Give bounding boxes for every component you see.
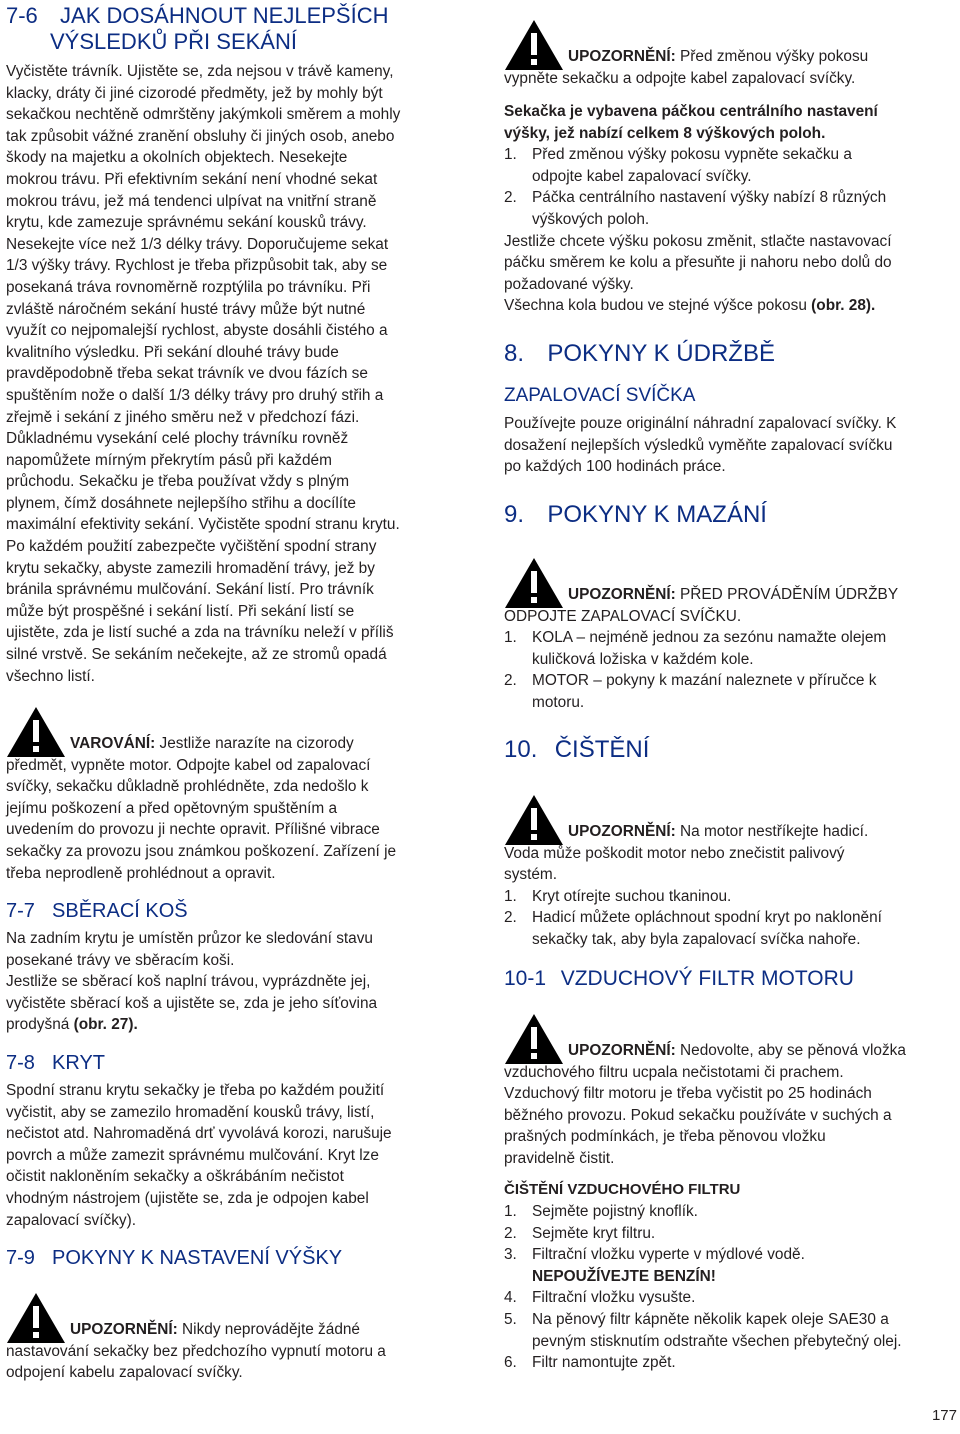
warning-label: VAROVÁNÍ: bbox=[70, 735, 156, 752]
section-10 bbox=[504, 736, 956, 764]
warning-text bbox=[6, 755, 468, 885]
warning-triangle-icon bbox=[6, 706, 66, 758]
height-text bbox=[504, 231, 956, 296]
body-line: může být prospěšné i sekání listí. Při sekání listí se bbox=[6, 602, 355, 620]
list-item-number: 1. bbox=[504, 629, 517, 647]
body-line: nastavování sekačky bez předchozího vypnutí motoru a bbox=[6, 1342, 386, 1360]
section-title: KRYT bbox=[52, 1052, 106, 1074]
body-line: dosažení nejlepších výsledků vyměňte zapalovací svíčku bbox=[504, 436, 893, 454]
section-number: 10. bbox=[504, 736, 538, 763]
list-item-number: 5. bbox=[504, 1310, 517, 1328]
body-line: sekačky za provozu jsou známkou poškození. Zařízení je bbox=[6, 842, 397, 860]
warning-block-upozorneni bbox=[504, 19, 956, 89]
warning-triangle-icon bbox=[504, 19, 564, 71]
body-line: krytu, kde zamezuje správnému sekání kousků trávy. bbox=[6, 214, 367, 232]
list-item-text: Hadicí můžete opláchnout spodní kryt po naklonění bbox=[532, 909, 882, 927]
body-line: uvedením do provozu ji nechte opravit. Přílišné vibrace bbox=[6, 821, 380, 839]
list-item bbox=[504, 1201, 956, 1223]
section-7-9 bbox=[6, 1246, 468, 1270]
warning-first-line: PŘED PROVÁDĚNÍM ÚDRŽBY bbox=[680, 586, 899, 603]
list-item-text: sekačky tak, aby byla zapalovací svíčka nahoře. bbox=[532, 930, 861, 948]
body-line: 1/3 výšky trávy. Rychlost je třeba přizpůsobit tak, aby se bbox=[6, 257, 388, 275]
warning-first-line: Před změnou výšky pokosu bbox=[680, 48, 869, 65]
body-line: posekaná tráva rovnoměrně rozptýlila po trávníku. Při bbox=[6, 278, 371, 296]
section-number: 7-8 bbox=[6, 1052, 35, 1074]
section-title: POKYNY K ÚDRŽBĚ bbox=[547, 340, 775, 367]
list-item-warning: NEPOUŽÍVEJTE BENZÍN! bbox=[532, 1267, 716, 1285]
list-item-text: Páčka centrálního nastavení výšky nabízí 8 různých bbox=[532, 189, 887, 207]
body-line: třeba neprodleně prohlédnout a opravit. bbox=[6, 864, 276, 882]
subsection-title: ČIŠTĚNÍ VZDUCHOVÉHO FILTRU bbox=[504, 1181, 741, 1198]
section-7-7 bbox=[6, 899, 468, 1036]
filter-steps-list bbox=[504, 1201, 956, 1374]
list-item bbox=[504, 1223, 956, 1245]
body-line: plynem, čímž dosáhnete nejlepšího střihu a docílíte bbox=[6, 494, 356, 512]
list-item-text: kuličková ložiska v každém kole. bbox=[532, 650, 754, 668]
warning-first-line: Na motor nestříkejte hadicí. bbox=[680, 823, 869, 840]
body-line: systém. bbox=[504, 866, 558, 884]
list-item-text: Filtrační vložku vyperte v mýdlové vodě. bbox=[532, 1246, 805, 1264]
section-title: ČIŠTĚNÍ bbox=[554, 736, 650, 763]
air-filter-cleaning bbox=[504, 1180, 956, 1374]
body-line: využít co nejpomalejší rychlost, abyste dosáhli čistého a bbox=[6, 322, 388, 340]
body-line: bránila správnému mulčování. Sekání listí. Pro trávník bbox=[6, 581, 374, 599]
list-item-text: odpojte kabel zapalovací svíčky. bbox=[532, 167, 752, 185]
list-item bbox=[504, 144, 956, 187]
body-line: krytu sekačky, abyste zamezili hromadění trávy, jež by bbox=[6, 559, 375, 577]
body-line: klacky, dráty či jiné cizorodé předměty, jež by mohly být bbox=[6, 84, 383, 102]
body-line: pravidelně čistit. bbox=[504, 1149, 615, 1167]
body-line: požadované výšky. bbox=[504, 275, 634, 293]
list-item bbox=[504, 187, 956, 230]
body-line: napomůžete mírným překrytím pásů při každém bbox=[6, 451, 332, 469]
section-number: 7-7 bbox=[6, 900, 35, 922]
warning-text bbox=[504, 843, 956, 886]
body-line: vzduchového filtru ucpala nečistotami či prachem. bbox=[504, 1063, 844, 1081]
body-line: nečistot atd. Nahromaděná drť vyvolává korozi, narušuje bbox=[6, 1125, 392, 1143]
body-line: Vzduchový filtr motoru je třeba vyčistit po 25 hodinách bbox=[504, 1085, 872, 1103]
warning-first-line: Nikdy neprovádějte žádné bbox=[182, 1321, 360, 1338]
list-item-number: 1. bbox=[504, 146, 517, 164]
body-line: Důkladnému vysekání celé plochy trávníku rovněž bbox=[6, 430, 349, 448]
height-steps-list bbox=[504, 144, 956, 230]
body-line: sekačkou nechtěně odmrštěny jakýmkoli směrem a mohly bbox=[6, 106, 401, 124]
section-title-line2: VÝSLEDKŮ PŘI SEKÁNÍ bbox=[50, 29, 297, 54]
warning-label: UPOZORNĚNÍ: bbox=[568, 586, 676, 603]
body-line: ODPOJTE ZAPALOVACÍ SVÍČKU. bbox=[504, 607, 742, 625]
section-7-8 bbox=[6, 1051, 468, 1231]
page-number: 177 bbox=[931, 1407, 957, 1424]
warning-label: UPOZORNĚNÍ: bbox=[70, 1321, 178, 1338]
warning-text bbox=[504, 68, 956, 90]
body-line: Nesekejte více než 1/3 délky trávy. Doporučujeme sekat bbox=[6, 235, 389, 253]
section-number: 9. bbox=[504, 501, 525, 528]
body-line: Na zadním krytu je umístěn průzor ke sledování stavu bbox=[6, 930, 373, 947]
body-line: zvláště náročném sekání husté trávy může být nutné bbox=[6, 300, 366, 318]
body-line: pravděpodobně třeba sekat trávník ve dvou fázích se bbox=[6, 365, 368, 383]
list-item-number: 1. bbox=[504, 887, 517, 905]
body-line: Jestliže chcete výšku pokosu změnit, stlačte nastavovací bbox=[504, 232, 892, 250]
section-number: 7-9 bbox=[6, 1247, 35, 1269]
list-item-number: 1. bbox=[504, 1203, 517, 1220]
list-item-number: 2. bbox=[504, 189, 517, 207]
body-line: očistit nakloněním sekačky a oškrábáním nečistot bbox=[6, 1168, 344, 1186]
list-item-text: výškových poloh. bbox=[532, 210, 650, 228]
body-line: jejímu poškození a před opětovným spuštěním a bbox=[6, 799, 338, 817]
list-item-text: MOTOR – pokyny k mazání naleznete v příručce k bbox=[532, 672, 877, 690]
body-line: škody na majetku a okolních objektech. Nesekejte bbox=[6, 149, 348, 167]
section-7-6-heading bbox=[6, 3, 466, 55]
list-item bbox=[504, 627, 956, 670]
body-line: běžného provozu. Pokud sekačku používáte v suchých a bbox=[504, 1106, 892, 1124]
body-line: Vyčistěte trávník. Ujistěte se, zda nejsou v trávě kameny, bbox=[6, 63, 394, 80]
list-item-text: Kryt otírejte suchou tkaninou. bbox=[532, 887, 732, 905]
body-line: prašných podmínkách, je třeba pěnovou vložku bbox=[504, 1128, 826, 1146]
list-item-text: pevným stisknutím odstraňte všechen přebytečný olej. bbox=[532, 1332, 902, 1350]
body-line: silné vrstvě. Se sekáním nečekejte, až ze stromů opadá bbox=[6, 646, 387, 664]
body-line: všechno listí. bbox=[6, 667, 95, 685]
height-intro bbox=[504, 101, 956, 144]
list-item-number: 3. bbox=[504, 1246, 517, 1264]
body-line: mokrou trávu. Při efektivním sekání není vhodné sekat bbox=[6, 170, 378, 188]
subsection-title: ZAPALOVACÍ SVÍČKA bbox=[504, 385, 696, 406]
section-title: VZDUCHOVÝ FILTR MOTORU bbox=[560, 967, 854, 990]
body-line: odpojení kabelu zapalovací svíčky. bbox=[6, 1364, 243, 1382]
warning-block-upozorneni bbox=[6, 1292, 468, 1384]
list-item-text: Sejměte kryt filtru. bbox=[532, 1224, 656, 1242]
body-line: páčku směrem ke kolu a přesuňte ji nahoru nebo dolů do bbox=[504, 254, 892, 272]
warning-label: UPOZORNĚNÍ: bbox=[568, 48, 676, 65]
warning-triangle-icon bbox=[504, 1013, 564, 1065]
figure-reference: (obr. 27). bbox=[73, 1016, 138, 1034]
warning-triangle-icon bbox=[6, 1292, 66, 1344]
list-item-number: 2. bbox=[504, 672, 517, 690]
list-item-text: Před změnou výšky pokosu vypněte sekačku a bbox=[532, 146, 852, 164]
lubrication-steps-list bbox=[504, 627, 956, 713]
section-10-1 bbox=[504, 967, 956, 991]
section-7-7-body bbox=[6, 928, 468, 1014]
body-line: vyčistit, aby se zamezilo hromadění kousků trávy, listí, bbox=[6, 1103, 375, 1121]
list-item-text: Filtr namontujte zpět. bbox=[532, 1354, 676, 1372]
section-title: POKYNY K MAZÁNÍ bbox=[547, 501, 767, 528]
section-7-6-body bbox=[6, 61, 468, 687]
warning-text bbox=[504, 1062, 956, 1170]
body-line: předmět, vypněte motor. Odpojte kabel od zapalovací bbox=[6, 756, 371, 774]
spark-plug-section bbox=[504, 384, 956, 478]
figure-reference: (obr. 28). bbox=[811, 297, 876, 315]
spark-plug-text bbox=[504, 413, 956, 478]
section-title: SBĚRACÍ KOŠ bbox=[52, 900, 188, 922]
list-item bbox=[504, 886, 956, 908]
body-line: ujistěte, zda je listí suché a zda na trávníku neleží v příliš bbox=[6, 624, 394, 642]
warning-label: UPOZORNĚNÍ: bbox=[568, 823, 676, 840]
body-line: zapalovací svíčky). bbox=[6, 1211, 137, 1229]
warning-text bbox=[504, 606, 956, 628]
body-line: vyčistěte sběrací koš a ujistěte se, zda je jeho síťovina bbox=[6, 994, 378, 1012]
warning-first-line: Nedovolte, aby se pěnová vložka bbox=[680, 1042, 906, 1059]
warning-text bbox=[6, 1341, 468, 1384]
body-line: výšky, jež nabízí celkem 8 výškových poloh. bbox=[504, 124, 826, 142]
body-line: vypněte sekačku a odpojte kabel zapalovací svíčky. bbox=[504, 69, 856, 87]
body-line: svíčky, sekačku důkladně prohlédněte, zda nedošlo k bbox=[6, 778, 369, 796]
section-7-8-body bbox=[6, 1080, 468, 1231]
body-line: Jestliže se sběrací koš naplní trávou, vyprázdněte jej, bbox=[6, 973, 371, 991]
body-line: průchodu. Sekačku je třeba používat vždy s plným bbox=[6, 473, 350, 491]
list-item bbox=[504, 1309, 956, 1352]
body-line: Všechna kola budou ve stejné výšce pokosu bbox=[504, 297, 807, 315]
list-item-number: 2. bbox=[504, 909, 517, 927]
list-item-text: KOLA – nejméně jednou za sezónu namažte olejem bbox=[532, 629, 887, 647]
body-line: prodyšná bbox=[6, 1016, 70, 1034]
list-item bbox=[504, 670, 956, 713]
warning-block-upozorneni bbox=[504, 557, 956, 714]
section-number: 7-6 bbox=[6, 3, 38, 28]
body-line: mokrou trávu, jež má tendenci ulpívat na vnitřní straně bbox=[6, 192, 377, 210]
body-line: povrch a může zamezit správnému mulčování. Kryt lze bbox=[6, 1146, 379, 1164]
cleaning-steps-list bbox=[504, 886, 956, 951]
list-item-number: 6. bbox=[504, 1354, 517, 1372]
body-line: spuštěním nože o další 1/3 délky trávy pro druhý střih a bbox=[6, 386, 384, 404]
list-item-number: 4. bbox=[504, 1289, 517, 1307]
body-line: maximální efektivity sekání. Vyčistěte spodní stranu krytu. bbox=[6, 516, 400, 534]
body-line: Voda může poškodit motor nebo znečistit palivový bbox=[504, 844, 845, 862]
section-title: JAK DOSÁHNOUT NEJLEPŠÍCH bbox=[60, 3, 389, 28]
list-item bbox=[504, 907, 956, 950]
list-item-text: Na pěnový filtr kápněte několik kapek oleje SAE30 a bbox=[532, 1310, 889, 1328]
body-line: posekané trávy ve sběracím koši. bbox=[6, 951, 235, 969]
body-line: Po každém použití zabezpečte vyčištění spodní strany bbox=[6, 538, 377, 556]
body-line: kvalitního výsledku. Při sekání dlouhé trávy bude bbox=[6, 343, 339, 361]
list-item-text: Filtrační vložku vysušte. bbox=[532, 1289, 696, 1307]
warning-block-varovani bbox=[6, 706, 468, 884]
section-9 bbox=[504, 501, 956, 529]
warning-first-line: Jestliže narazíte na cizorody bbox=[159, 735, 354, 752]
body-line: tak způsobit vážné zranění obsluhy či jiných osob, anebo bbox=[6, 127, 395, 145]
warning-label: UPOZORNĚNÍ: bbox=[568, 1042, 676, 1059]
list-item-number: 2. bbox=[504, 1224, 517, 1242]
section-number: 8. bbox=[504, 340, 525, 367]
list-item-text: Sejměte pojistný knoflík. bbox=[532, 1203, 698, 1220]
list-item bbox=[504, 1352, 956, 1374]
section-8 bbox=[504, 340, 956, 368]
height-adjustment-block bbox=[504, 101, 956, 317]
warning-triangle-icon bbox=[504, 794, 564, 846]
list-item bbox=[504, 1244, 956, 1287]
body-line: vhodným nástrojem (ujistěte se, zda je odpojen kabel bbox=[6, 1189, 369, 1207]
body-line: zřejmě i sekání z jiného směru než v předchozí fázi. bbox=[6, 408, 360, 426]
body-line: Používejte pouze originální náhradní zapalovací svíčky. K bbox=[504, 415, 897, 432]
section-title: POKYNY K NASTAVENÍ VÝŠKY bbox=[52, 1247, 343, 1269]
body-line: po každých 100 hodinách práce. bbox=[504, 458, 726, 476]
list-item bbox=[504, 1287, 956, 1309]
section-number: 10-1 bbox=[504, 967, 547, 990]
warning-block-upozorneni bbox=[504, 1013, 956, 1170]
warning-block-upozorneni bbox=[504, 794, 956, 951]
body-line: Spodní stranu krytu sekačky je třeba po každém použití bbox=[6, 1082, 385, 1099]
list-item-text: motoru. bbox=[532, 693, 585, 711]
warning-triangle-icon bbox=[504, 557, 564, 609]
body-line: Sekačka je vybavena páčkou centrálního nastavení bbox=[504, 103, 878, 120]
